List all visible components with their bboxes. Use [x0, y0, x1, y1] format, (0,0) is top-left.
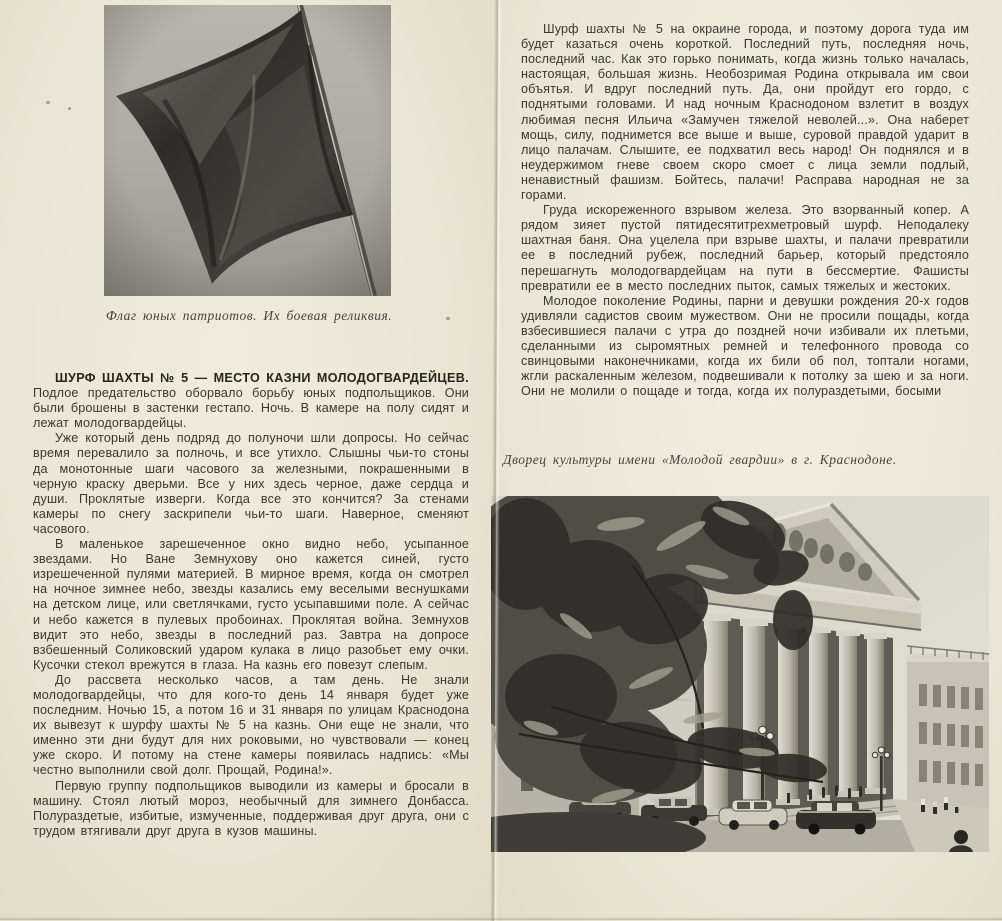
left-article-column — [33, 371, 469, 839]
red-ink-speck — [68, 107, 71, 110]
right-article-column — [521, 22, 969, 399]
article-paragraph: До рассвета несколько часов, а там день. Не знали молодогвардейцы, что для кого-то день 14 января будет уже последним. Ночью 15, а потом 16 и 31 января по улицам Краснодона их вывезут к шурфу шахты № 5 на казнь. Они еще не знали, что именно эти дни будут для них роковыми, но чувствовали — конец уже скоро. И потому на стене камеры появилась надпись: «Мы честно выполнили свой долг. Прощай, Родина!». — [33, 672, 469, 778]
column — [864, 633, 887, 794]
left-page — [0, 0, 497, 921]
article-paragraph: Уже который день подряд до полуночи шли допросы. Но сейчас время перевалило за полночь, и все утихло. Слышны чьи-то стоны да монотонные шаги часового за железными, покрашенными в черную краску дверьми. Все у них здесь черное, даже сердца и души. Проклятые изверги. Когда все это кончится? За стенами камеры по снегу заскрипели чьи-то шаги. Наверное, сменяют часового. — [33, 431, 469, 536]
palace-photo — [491, 496, 989, 852]
article-paragraph-lead — [33, 371, 469, 431]
article-paragraph: Шурф шахты № 5 на окраине города, и поэтому дорога туда им будет казаться очень короткой. Последний путь, последняя ночь, последний час. Как это горько понимать, когда жизнь только началась, настоящая, большая жизнь. Необозримая Родина открывала им свои объятья. И вдруг последний путь. Да, они пройдут его гордо, с поднятыми головами. И над ночным Краснодоном взлетит в воздух любимая песня Ильича «Замучен тяжелой неволей...». Она наберет мощь, силу, поднимется все выше и выше, суровой правдой ударит в лицо палачам. Слышите, ее подхватил весь народ! Он поднялся и в неудержимом гневе своем скоро смоет с лица земли подлый, ненавистный фашизм. Бойтесь, палачи! Расправа народная не за горами. — [521, 22, 969, 203]
palace-photo-figure — [491, 496, 989, 852]
flag-photo-figure — [104, 5, 393, 323]
flag-photo-caption: Флаг юных патриотов. Их боевая реликвия. — [105, 308, 393, 323]
article-heading: ШУРФ ШАХТЫ № 5 — МЕСТО КАЗНИ МОЛОДОГВАРДЕЙЦЕВ. — [55, 371, 469, 385]
right-wing — [907, 646, 989, 818]
column — [836, 630, 860, 797]
flag-photo — [104, 5, 391, 296]
article-paragraph: Первую группу подпольщиков выводили из камеры и бросали в машину. Стоял лютый мороз, необычный для зимнего Донбасса. Полураздетые, избитые, измученные, поддерживая друг друга, они с трудом втягивали друг друга в кузов машины. — [33, 778, 469, 838]
article-paragraph-text: Подлое предательство оборвало борьбу юных подпольщиков. Они были брошены в застенки гестапо. Ночь. В камере на полу сидят и лежат молодогвардейцы. — [33, 386, 469, 431]
photo-vignette — [104, 5, 391, 296]
article-paragraph: Груда искореженного взрывом железа. Это взорванный копер. А рядом зияет пустой пятидесятитрехметровый шурф. Неподалеку шахтная баня. Она уцелела при взрыве шахты, и палачи превратили ее в последний рубеж, последний барьер, который предстояло перешагнуть молодогвардейцам на пути в бессмертие. Фашисты превратили ее в место последних пыток, самых тяжелых и жестоких. — [521, 203, 969, 293]
article-paragraph: В маленькое зарешеченное окно видно небо, усыпанное звездами. Но Ване Земнухову оно кажется синей, густо изрешеченной пулями материей. В мирное время, когда он смотрел на ночное зимнее небо, звезды казались ему веселыми веснушками на детском лице, или светлячками, густо усыпавшими поле. А сейчас и небо кажется в пулевых пробоинах. Проклятая война. Земнухов видит это небо, звезды в последний раз. Завтра на допросе взбешенный Соликовский ударом кулака в лицо разобьет ему очки. Кусочки стекол врежутся в глаза. На казнь его повезут слепым. — [33, 537, 469, 672]
article-paragraph: Молодое поколение Родины, парни и девушки рождения 20-х годов удивляли садистов своим мужеством. Они не просили пощады, когда взбесившиеся палачи с утра до поздней ночи избивали их плетьми, сделанными из сыромятных ремней и телефонного провода со свинцовыми наконечниками, когда их били об пол, топтали ногами, жгли раскаленным железом, подвешивали к потолку за шею и за ноги. Они не молили о пощаде и тогда, когда их полураздетыми, босыми — [521, 293, 969, 399]
scan-bottom-shadow — [0, 917, 1002, 920]
red-ink-speck — [446, 317, 450, 320]
red-ink-speck — [46, 101, 50, 104]
palace-photo-caption: Дворец культуры имени «Молодой гвардии» в г. Краснодоне. — [503, 452, 897, 467]
